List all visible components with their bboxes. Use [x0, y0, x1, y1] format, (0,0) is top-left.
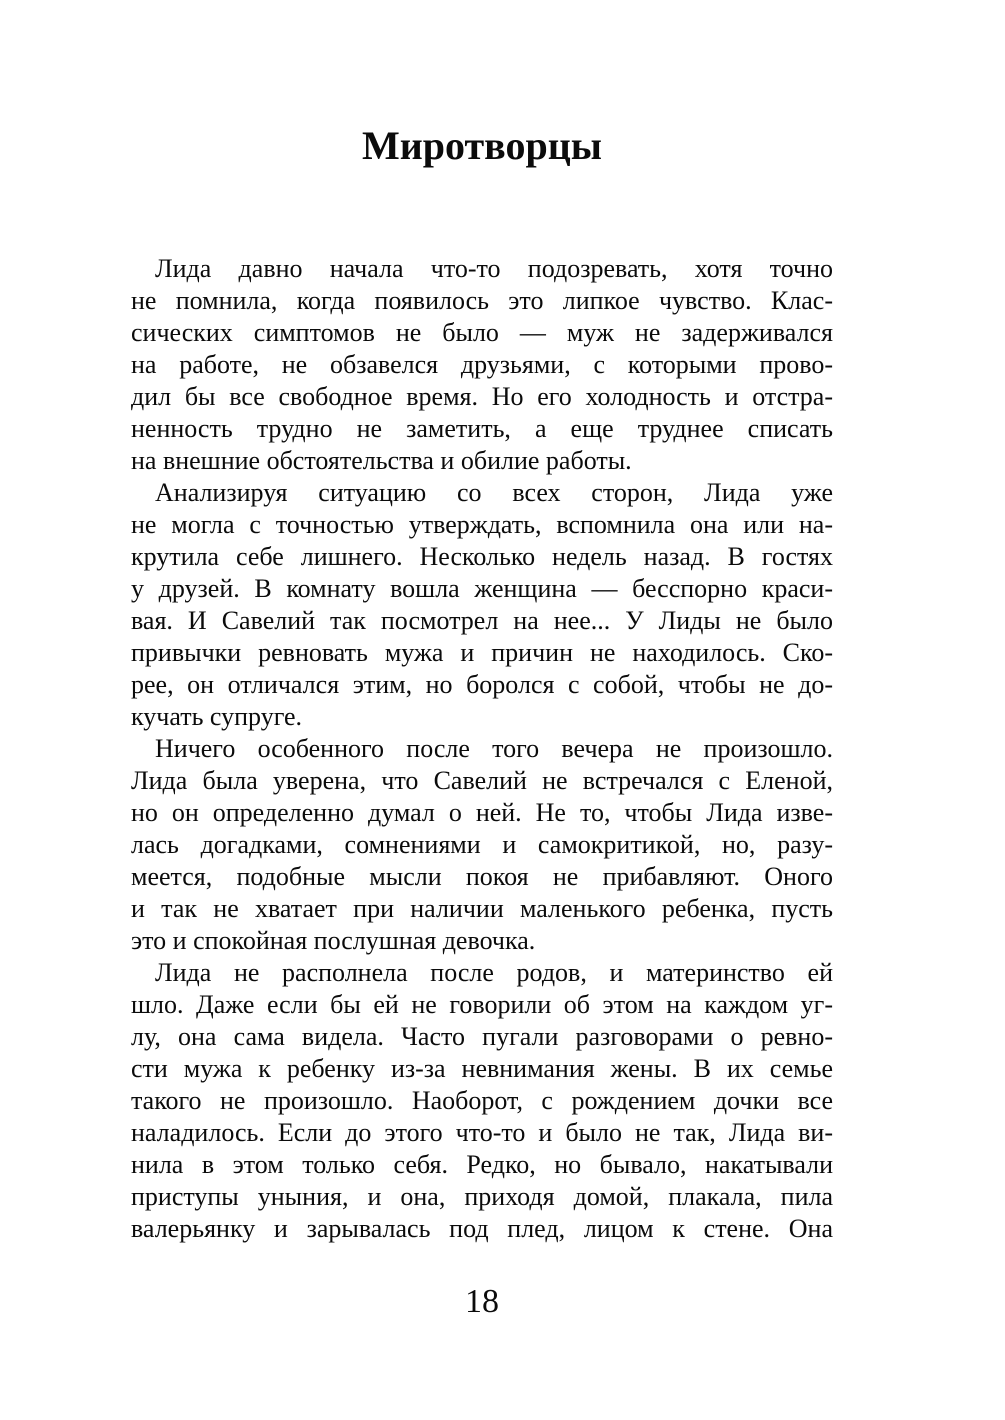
text-line: лась догадками, сомнениями и самокритикой, но, разу-	[131, 830, 833, 859]
text-line: это и спокойная послушная девочка.	[131, 926, 536, 955]
text-line: на внешние обстоятельства и обилие работы.	[131, 446, 632, 475]
text-line: Ничего особенного после того вечера не произошло.	[155, 734, 833, 763]
text-line: привычки ревновать мужа и причин не находилось. Ско-	[131, 638, 833, 667]
text-column	[131, 0, 833, 1319]
text-line: на работе, не обзавелся друзьями, с которыми прово-	[131, 350, 833, 379]
text-line: но он определенно думал о ней. Не то, чтобы Лида изве-	[131, 798, 833, 827]
paragraph	[131, 477, 833, 733]
text-line: ненность трудно не заметить, а еще труднее списать	[131, 414, 833, 443]
paragraph	[131, 733, 833, 957]
text-line: Анализируя ситуацию со всех сторон, Лида уже	[155, 478, 833, 507]
text-line: не могла с точностью утверждать, вспомнила она или на-	[131, 510, 833, 539]
text-line: меется, подобные мысли покоя не прибавляют. Оного	[131, 862, 833, 891]
text-line: валерьянку и зарывалась под плед, лицом к стене. Она	[131, 1214, 833, 1243]
text-line: у друзей. В комнату вошла женщина — бесспорно краси-	[131, 574, 833, 603]
paragraph	[131, 253, 833, 477]
text-line: вая. И Савелий так посмотрел на нее... У Лиды не было	[131, 606, 833, 635]
text-line: рее, он отличался этим, но боролся с собой, чтобы не до-	[131, 670, 833, 699]
text-line: нила в этом только себя. Редко, но бывало, накатывали	[131, 1150, 833, 1179]
page-title: Миротворцы	[361, 123, 603, 168]
text-line: сти мужа к ребенку из-за невнимания жены. В их семье	[131, 1054, 833, 1083]
text-line: кучать супруге.	[131, 702, 303, 731]
text-line: лу, она сама видела. Часто пугали разговорами о ревно-	[131, 1022, 833, 1051]
text-line: крутила себе лишнего. Несколько недель назад. В гостях	[131, 542, 833, 571]
text-line: Лида была уверена, что Савелий не встречался с Еленой,	[131, 766, 833, 795]
text-line: приступы уныния, и она, приходя домой, плакала, пила	[131, 1182, 833, 1211]
text-line: наладилось. Если до этого что-то и было не так, Лида ви-	[131, 1118, 833, 1147]
paragraph	[131, 957, 833, 1245]
text-line: не помнила, когда появилось это липкое чувство. Клас-	[131, 286, 833, 315]
text-line: Лида давно начала что-то подозревать, хотя точно	[155, 254, 833, 283]
text-line: сических симптомов не было — муж не задерживался	[131, 318, 833, 347]
text-line: Лида не располнела после родов, и материнство ей	[155, 958, 833, 987]
page-number: 18	[465, 1283, 499, 1320]
text-line: такого не произошло. Наоборот, с рождением дочки все	[131, 1086, 833, 1115]
text-line: и так не хватает при наличии маленького ребенка, пусть	[131, 894, 833, 923]
text-line: дил бы все свободное время. Но его холодность и отстра-	[131, 382, 833, 411]
text-line: шло. Даже если бы ей не говорили об этом на каждом уг-	[131, 990, 833, 1019]
